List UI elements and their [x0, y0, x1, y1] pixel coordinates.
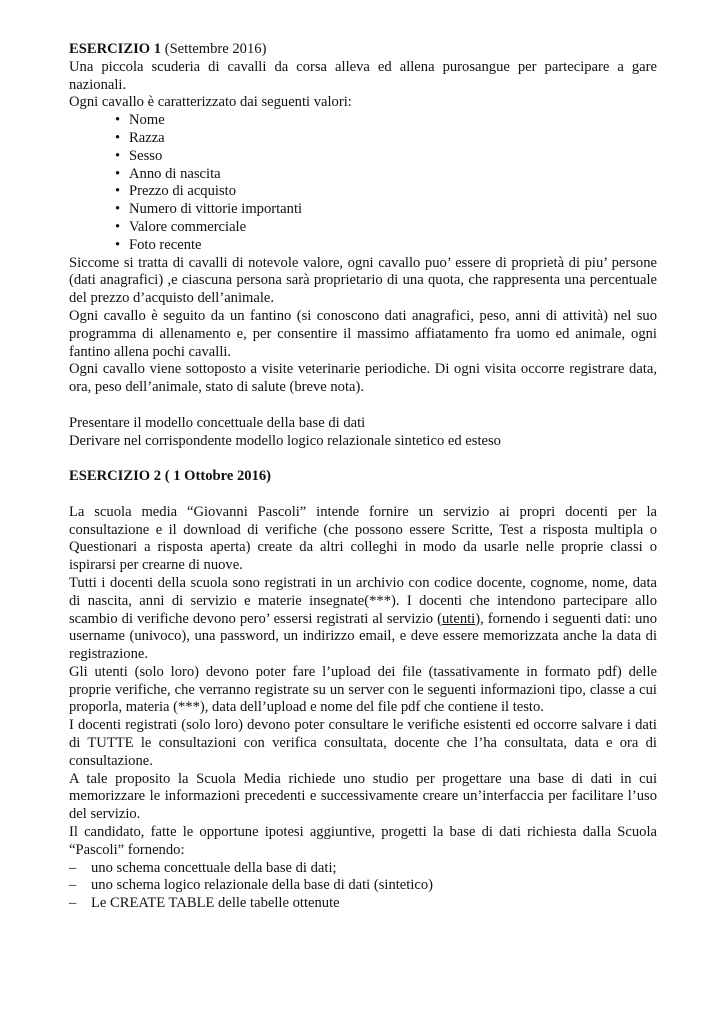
- dash-icon: –: [69, 895, 77, 912]
- bullet-icon: •: [115, 201, 121, 218]
- list-item: • Prezzo di acquisto: [115, 183, 236, 200]
- dash-icon: –: [69, 877, 77, 894]
- paragraph-line: proprie verifiche, che verranno registrate su un server con le seguenti informazioni tipo, classe a cui: [69, 681, 657, 698]
- paragraph-line: consultazione e il download di verifiche (che possono essere Scritte, Test a risposta multipla o: [69, 521, 657, 538]
- deliverable-item: – uno schema concettuale della base di dati;: [69, 859, 337, 876]
- bullet-icon: •: [115, 147, 121, 164]
- list-item: • Foto recente: [115, 236, 202, 253]
- exercise-1-title: ESERCIZIO 1 (Settembre 2016): [69, 41, 267, 57]
- task-line: Presentare il modello concettuale della base di dati: [69, 414, 366, 431]
- paragraph-line: Ogni cavallo è seguito da un fantino (si conoscono dati anagrafici, peso, anni di attività) nel suo: [69, 307, 657, 324]
- underlined-term: utenti: [441, 610, 476, 627]
- list-item: • Sesso: [115, 147, 163, 164]
- paragraph-line: proporla, materia (***), data dell’upload e nome del file pdf che contiene il testo.: [69, 699, 544, 716]
- paragraph-line: ispirarsi per crearne di nuove.: [69, 557, 243, 574]
- bullet-icon: •: [115, 218, 121, 235]
- list-item: • Razza: [115, 129, 165, 146]
- paragraph-line: memorizzare le informazioni precedenti e successivamente creare un’interfaccia per facilitare l’uso: [69, 788, 657, 805]
- paragraph-line: di TUTTE le consultazioni con verifica consultata, docente che l’ha consultata, data e ora di: [69, 735, 657, 752]
- bullet-icon: •: [115, 129, 121, 146]
- bullet-icon: •: [115, 236, 121, 253]
- paragraph-line: di nascita, anni di servizio e materie insegnate(***). I docenti che intendono partecipare allo: [69, 592, 657, 609]
- paragraph-line: username (univoco), una password, un indirizzo email, e deve essere memorizzata anche la data di: [69, 628, 657, 645]
- paragraph-line: Gli utenti (solo loro) devono poter fare l’upload dei file (tassativamente in formato pdf) delle: [69, 663, 657, 680]
- paragraph-line: Tutti i docenti della scuola sono registrati in un archivio con codice docente, cognome, nome, data: [69, 574, 657, 591]
- paragraph-line: programma di allenamento e, per consentire il massimo affiatamento fra uomo ed animale, ogni: [69, 325, 657, 342]
- task-line: Derivare nel corrispondente modello logico relazionale sintetico ed esteso: [69, 432, 501, 449]
- exercise-2-title: ESERCIZIO 2 ( 1 Ottobre 2016): [69, 468, 272, 485]
- list-item: • Valore commerciale: [115, 218, 247, 235]
- dash-icon: –: [69, 859, 77, 876]
- paragraph-line: (dati anagrafici) ,e ciascuna persona sarà proprietario di una quota, che rappresenta una percentuale: [69, 272, 657, 289]
- paragraph-line: Siccome si tratta di cavalli di notevole valore, ogni cavallo puo’ essere di proprietà di piu’ persone: [69, 254, 657, 271]
- paragraph-line: I docenti registrati (solo loro) devono poter consultare le verifiche esistenti ed occorre salvare i dati: [69, 717, 657, 734]
- list-item: • Numero di vittorie importanti: [115, 201, 303, 218]
- intro-line: nazionali.: [69, 76, 127, 93]
- paragraph-line: A tale proposito la Scuola Media richiede uno studio per progettare una base di dati in cui: [69, 770, 657, 787]
- paragraph-line: ora, peso dell’animale, stato di salute (breve nota).: [69, 379, 365, 396]
- bullet-icon: •: [115, 112, 121, 129]
- paragraph-line: del servizio.: [69, 806, 141, 823]
- paragraph-line: consultazione.: [69, 752, 153, 769]
- deliverable-item: – Le CREATE TABLE delle tabelle ottenute: [69, 895, 340, 912]
- paragraph-line: fantino allena pochi cavalli.: [69, 343, 232, 360]
- paragraph-line: La scuola media “Giovanni Pascoli” intende fornire un servizio ai propri docenti per la: [69, 503, 657, 520]
- bullet-icon: •: [115, 183, 121, 200]
- paragraph-line: scambio di verifiche devono pero’ essersi registrati al servizio (utenti), fornendo i seguenti dati: uno: [69, 610, 657, 627]
- deliverable-item: – uno schema logico relazionale della base di dati (sintetico): [69, 877, 434, 894]
- paragraph-line: registrazione.: [69, 646, 149, 663]
- values-intro: Ogni cavallo è caratterizzato dai seguenti valori:: [69, 94, 352, 111]
- paragraph-line: Ogni cavallo viene sottoposto a visite veterinarie periodiche. Di ogni visita occorre registrare data,: [69, 361, 657, 378]
- intro-line: Una piccola scuderia di cavalli da corsa alleva ed allena purosangue per partecipare a gare: [69, 58, 657, 75]
- bullet-icon: •: [115, 165, 121, 182]
- paragraph-line: “Pascoli” fornendo:: [69, 841, 185, 858]
- list-item: • Nome: [115, 112, 165, 129]
- document-page: [69, 41, 657, 913]
- paragraph-line: Questionari a risposta aperta) create da altri colleghi in modo da usarle nelle proprie classi o: [69, 539, 657, 556]
- paragraph-line: Il candidato, fatte le opportune ipotesi aggiuntive, progetti la base di dati richiesta dalla Scuola: [69, 824, 657, 841]
- list-item: • Anno di nascita: [115, 165, 221, 182]
- paragraph-line: del prezzo d’acquisto dell’animale.: [69, 290, 275, 307]
